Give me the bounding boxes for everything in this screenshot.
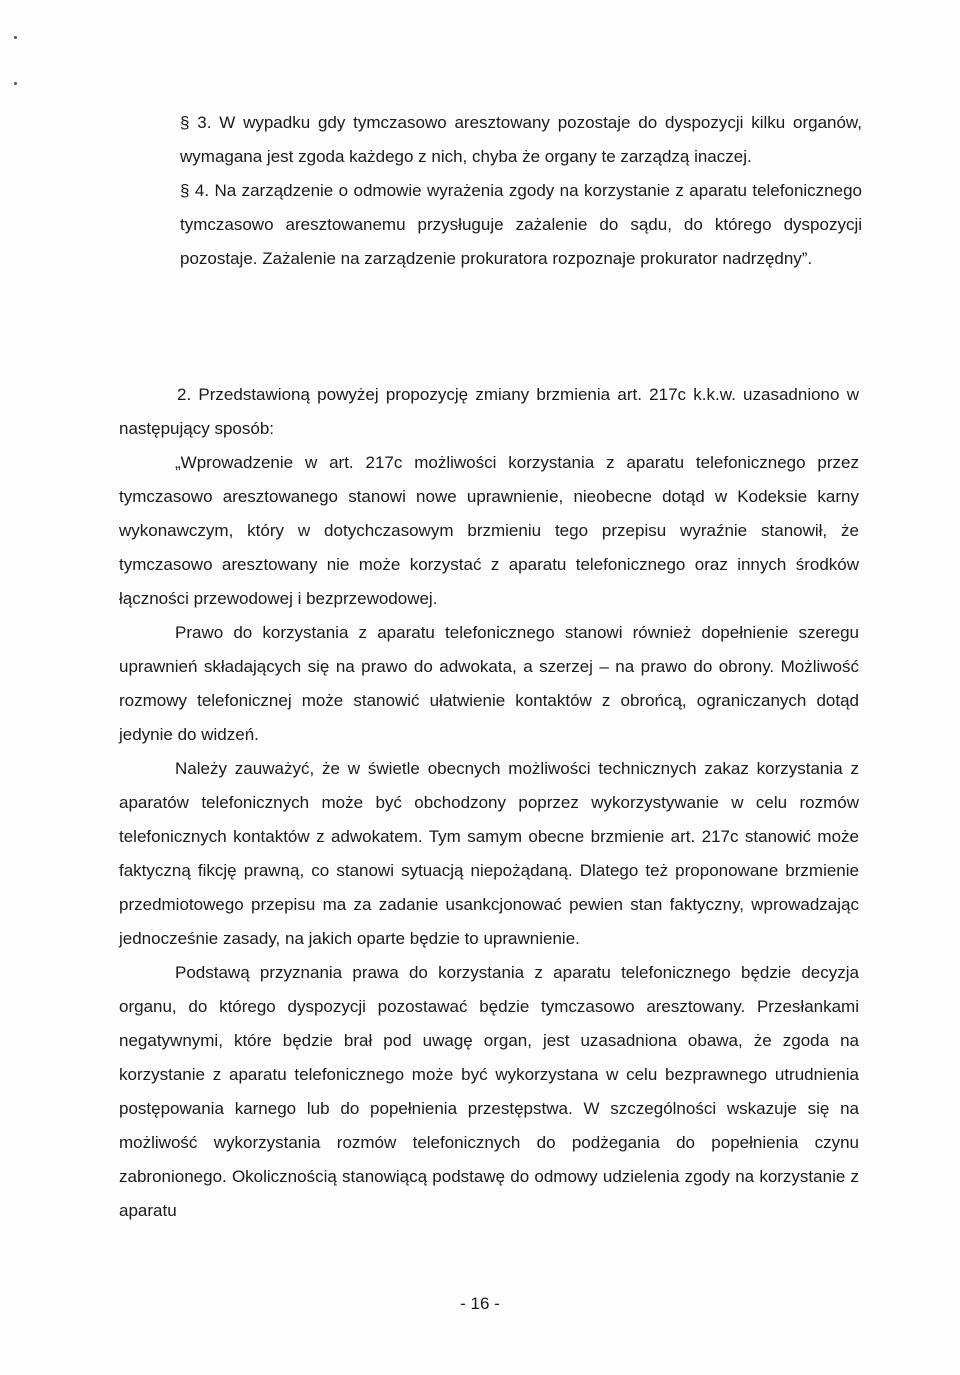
page-number: - 16 - [460,1294,500,1313]
justification-text [119,446,859,1228]
paragraph-section-3: § 3. W wypadku gdy tymczasowo aresztowany pozostaje do dyspozycji kilku organów, wymagana jest zgoda każdego z nich, chyba że organy te zarządzą inaczej. [180,113,862,166]
paragraph: Prawo do korzystania z aparatu telefonicznego stanowi również dopełnienie szeregu uprawnień składających się na prawo do adwokata, a szerzej – na prawo do obrony. Możliwość rozmowy telefonicznej może stanowić ułatwienie kontaktów z obrońcą, ograniczanych dotąd jedynie do widzeń. [119,623,859,744]
section-two-heading-paragraph: 2. Przedstawioną powyżej propozycję zmiany brzmienia art. 217c k.k.w. uzasadniono w następujący sposób: [119,385,859,438]
paragraph: Należy zauważyć, że w świetle obecnych możliwości technicznych zakaz korzystania z aparatów telefonicznych może być obchodzony poprzez wykorzystywanie w celu rozmów telefonicznych kontaktów z adwokatem. Tym samym obecne brzmienie art. 217c stanowić może faktyczną fikcję prawną, co stanowi sytuacją niepożądaną. Dlatego też proponowane brzmienie przedmiotowego przepisu ma za zadanie usankcjonować pewien stan faktyczny, wprowadzając jednocześnie zasady, na jakich oparte będzie to uprawnienie. [119,759,859,948]
scan-mark [14,82,17,85]
paragraph: „Wprowadzenie w art. 217c możliwości korzystania z aparatu telefonicznego przez tymczasowo aresztowanego stanowi nowe uprawnienie, nieobecne dotąd w Kodeksie karny wykonawczym, który w dotychczasowym brzmieniu tego przepisu wyraźnie stanowił, że tymczasowo aresztowany nie może korzystać z aparatu telefonicznego oraz innych środków łączności przewodowej i bezprzewodowej. [119,453,859,608]
paragraph: Podstawą przyznania prawa do korzystania z aparatu telefonicznego będzie decyzja organu, do którego dyspozycji pozostawać będzie tymczasowo aresztowany. Przesłankami negatywnymi, które będzie brał pod uwagę organ, jest uzasadniona obawa, że zgoda na korzystanie z aparatu telefonicznego może być wykorzystana w celu bezprawnego utrudnienia postępowania karnego lub do popełnienia przestępstwa. W szczególności wskazuje się na możliwość wykorzystania rozmów telefonicznych do podżegania do popełnienia czynu zabronionego. Okolicznością stanowiącą podstawę do odmowy udzielenia zgody na korzystanie z aparatu [119,963,859,1220]
quoted-regulation-text [180,106,862,276]
paragraph-section-4: § 4. Na zarządzenie o odmowie wyrażenia zgody na korzystanie z aparatu telefonicznego tymczasowo aresztowanemu przysługuje zażalenie do sądu, do którego dyspozycji pozostaje. Zażalenie na zarządzenie prokuratora rozpoznaje prokurator nadrzędny”. [180,181,862,268]
section-two [119,378,859,446]
scan-mark [14,36,17,39]
